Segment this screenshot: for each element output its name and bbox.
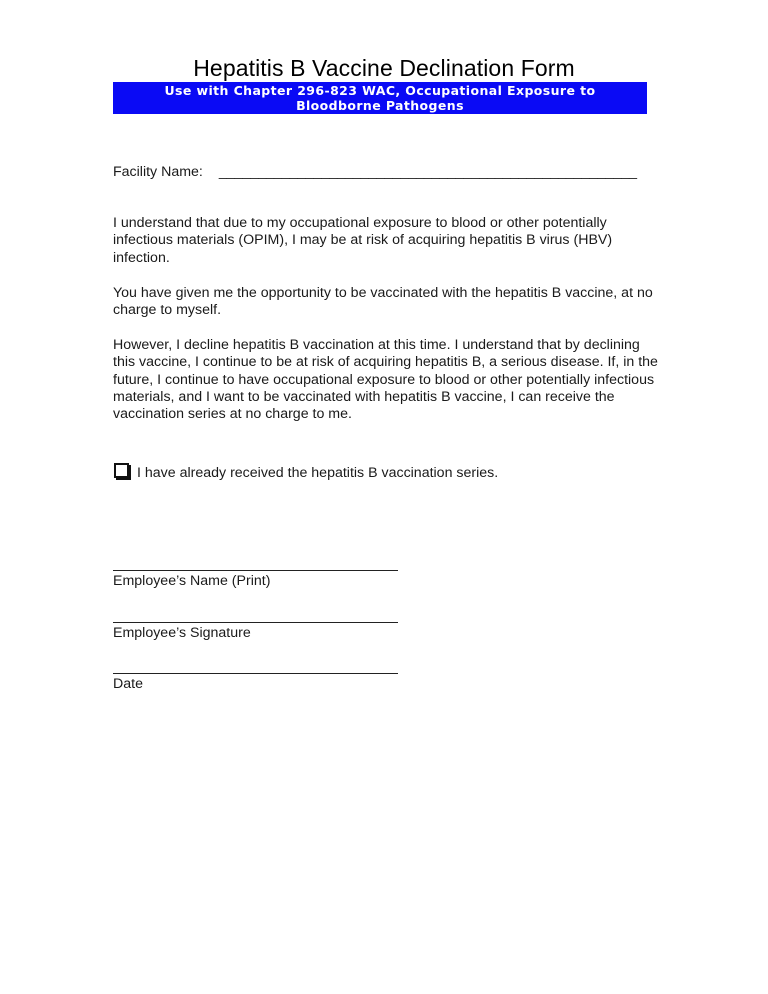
form-title: Hepatitis B Vaccine Declination Form [193,55,575,81]
date-line[interactable] [113,659,398,674]
employee-name-field [113,556,398,590]
exposure-paragraph: I understand that due to my occupational exposure to blood or other potentially infectious materials (OPIM), I may be at risk of acquiring hepatitis B virus (HBV) infection. [113,215,613,266]
facility-name-label: Facility Name: [113,164,203,180]
facility-name-field[interactable]: _____________________________________________________ [218,164,638,180]
already-vaccinated-label: I have already received the hepatitis B vaccination series. [137,465,499,481]
employee-name-label: Employee’s Name (Print) [113,573,271,589]
employee-signature-label: Employee’s Signature [113,625,251,641]
banner-line-2: Bloodborne Pathogens [296,98,464,113]
banner-line-1: Use with Chapter 296-823 WAC, Occupational Exposure to [164,83,596,98]
employee-signature-line[interactable] [113,608,398,623]
date-field [113,659,398,693]
facility-name-row [113,164,637,181]
already-vaccinated-checkbox[interactable] [114,463,129,478]
regulation-banner [113,82,647,114]
date-label: Date [113,676,143,692]
declination-paragraph: However, I decline hepatitis B vaccination at this time. I understand that by declining this vaccine, I continue to be at risk of acquiring hepatitis B, a serious disease. If, in the future, I continue to have occupational exposure to blood or other potentially infectious materials, and I want to be vaccinated with hepatitis B vaccine, I can receive the vaccination series at no charge to me. [113,337,658,423]
opportunity-paragraph: You have given me the opportunity to be vaccinated with the hepatitis B vaccine, at no charge to myself. [113,285,653,319]
already-vaccinated-row[interactable] [114,463,498,482]
employee-signature-field [113,608,398,642]
employee-name-line[interactable] [113,556,398,571]
